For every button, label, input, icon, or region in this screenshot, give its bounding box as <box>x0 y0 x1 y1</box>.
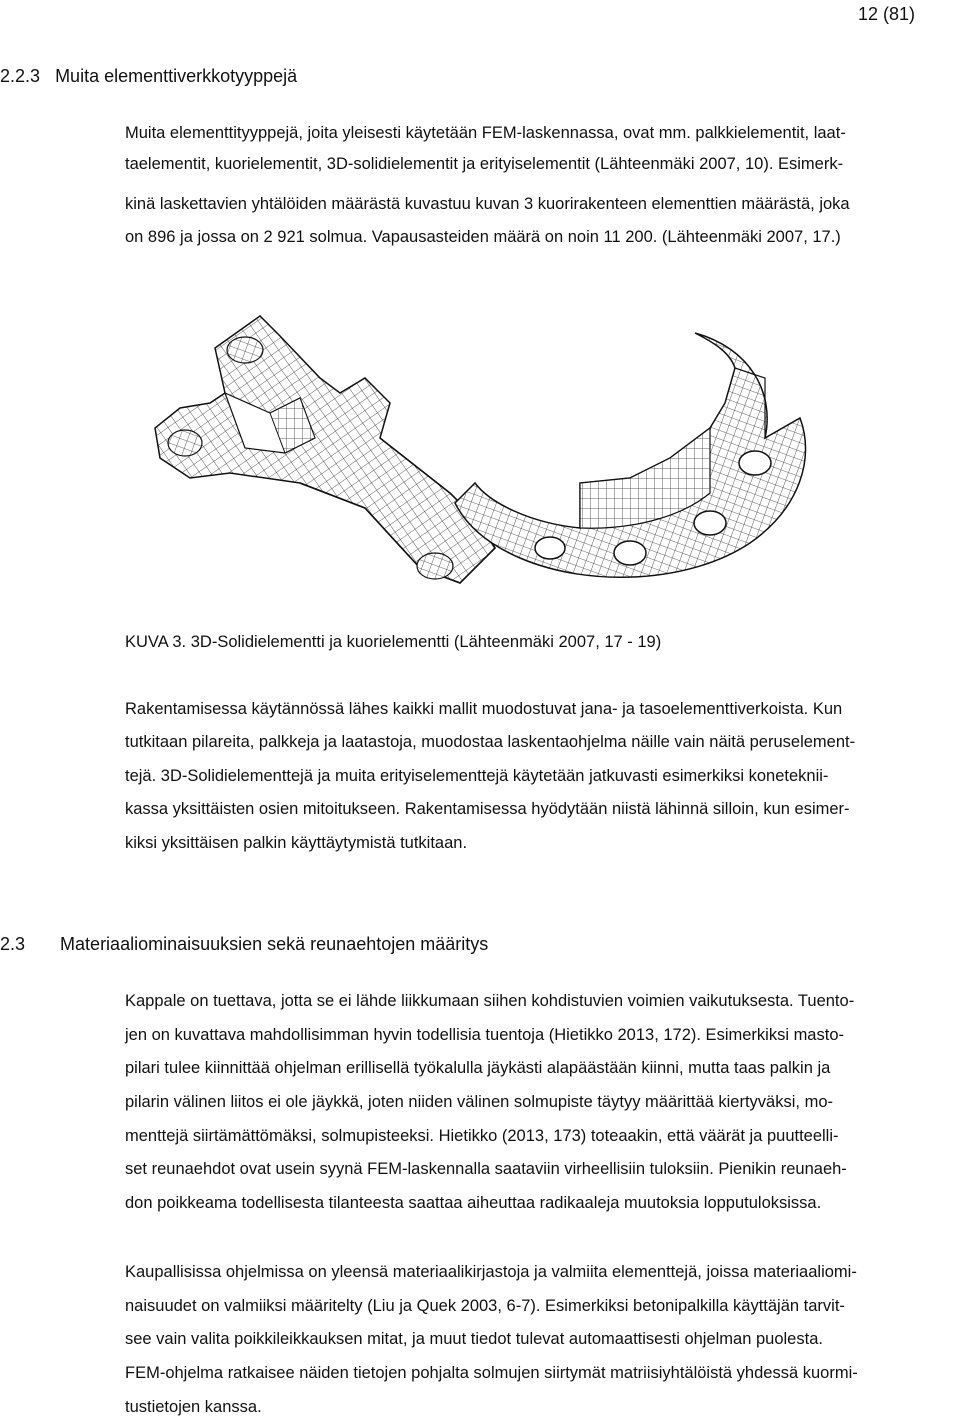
paragraph-line: menttejä siirtämättömäksi, solmupisteeksi. Hietikko (2013, 173) toteaakin, että väärät ja puutteelli- <box>125 1127 839 1145</box>
paragraph-line: FEM-ohjelma ratkaisee näiden tietojen pohjalta solmujen siirtymät matriisiyhtälöistä yhdessä kuormi- <box>125 1364 858 1382</box>
figure-caption: KUVA 3. 3D-Solidielementti ja kuorielementti (Lähteenmäki 2007, 17 - 19) <box>125 633 662 651</box>
paragraph-line: Kappale on tuettava, jotta se ei lähde liikkumaan siihen kohdistuvien voimien vaikutuksesta. Tuento- <box>125 992 855 1010</box>
section-number: 2.3 <box>0 934 26 954</box>
shell-element-model <box>455 333 806 577</box>
section-heading-2-2-3 <box>0 66 297 87</box>
solid-element-model <box>155 316 495 583</box>
paragraph-line: don poikkeama todellisesta tilanteesta saattaa aiheuttaa radikaaleja muutoksia lopputuloksissa. <box>125 1194 822 1212</box>
section-number: 2.2.3 <box>0 66 41 86</box>
fem-mesh-figure <box>150 308 820 628</box>
paragraph-line: tustietojen kanssa. <box>125 1398 262 1416</box>
paragraph-line: tejä. 3D-Solidielementtejä ja muita erityiselementtejä käytetään jatkuvasti esimerkiksi koneteknii- <box>125 767 829 785</box>
paragraph-line: kinä laskettavien yhtälöiden määrästä kuvastuu kuvan 3 kuorirakenteen elementtien määrästä, joka <box>125 195 850 213</box>
paragraph-line: tutkitaan pilareita, palkkeja ja laatastoja, muodostaa laskentaohjelma näille vain näitä peruselement- <box>125 733 856 751</box>
paragraph-line: Muita elementtityyppejä, joita yleisesti käytetään FEM-laskennassa, ovat mm. palkkielementit, laat- <box>125 124 846 142</box>
section-title: Muita elementtiverkkotyyppejä <box>55 66 298 86</box>
paragraph-line: Kaupallisissa ohjelmissa on yleensä materiaalikirjastoja ja valmiita elementtejä, joissa materiaaliomi- <box>125 1263 857 1281</box>
paragraph-line: see vain valita poikkileikkauksen mitat, ja muut tiedot tulevat automaattisesti ohjelman puolesta. <box>125 1330 823 1348</box>
paragraph-line: on 896 ja jossa on 2 921 solmua. Vapausasteiden määrä on noin 11 200. (Lähteenmäki 2007, 17.) <box>125 228 841 246</box>
paragraph-line: pilarin välinen liitos ei ole jäykkä, joten niiden välinen solmupiste täytyy määrittää kiertyväksi, mo- <box>125 1093 833 1111</box>
paragraph-line: taelementit, kuorielementit, 3D-solidielementit ja erityiselementit (Lähteenmäki 2007, 10). Esimerk- <box>125 155 844 173</box>
page-number: 12 (81) <box>858 4 916 24</box>
paragraph-line: kassa yksittäisten osien mitoitukseen. Rakentamisessa hyödytään niistä lähinnä silloin, kun esimer- <box>125 800 850 818</box>
paragraph-line: pilari tulee kiinnittää ohjelman erillisellä työkalulla jäykästi alapäästään kiinni, mutta taas palkin ja <box>125 1059 831 1077</box>
paragraph-line: naisuudet on valmiiksi määritelty (Liu ja Quek 2003, 6-7). Esimerkiksi betonipalkilla käyttäjän tarvit- <box>125 1297 845 1315</box>
paragraph-line: Rakentamisessa käytännössä lähes kaikki mallit muodostuvat jana- ja tasoelementtiverkoista. Kun <box>125 700 843 718</box>
section-title: Materiaaliominaisuuksien sekä reunaehtojen määritys <box>60 934 489 954</box>
section-heading-2-3 <box>0 934 488 955</box>
paragraph-line: jen on kuvattava mahdollisimman hyvin todellisia tuentoja (Hietikko 2013, 172). Esimerkiksi masto- <box>125 1026 844 1044</box>
paragraph-line: set reunaehdot ovat usein syynä FEM-laskennalla saataviin virheellisiin tuloksiin. Pienikin reunaeh- <box>125 1160 847 1178</box>
paragraph-line: kiksi yksittäisen palkin käyttäytymistä tutkitaan. <box>125 834 468 852</box>
